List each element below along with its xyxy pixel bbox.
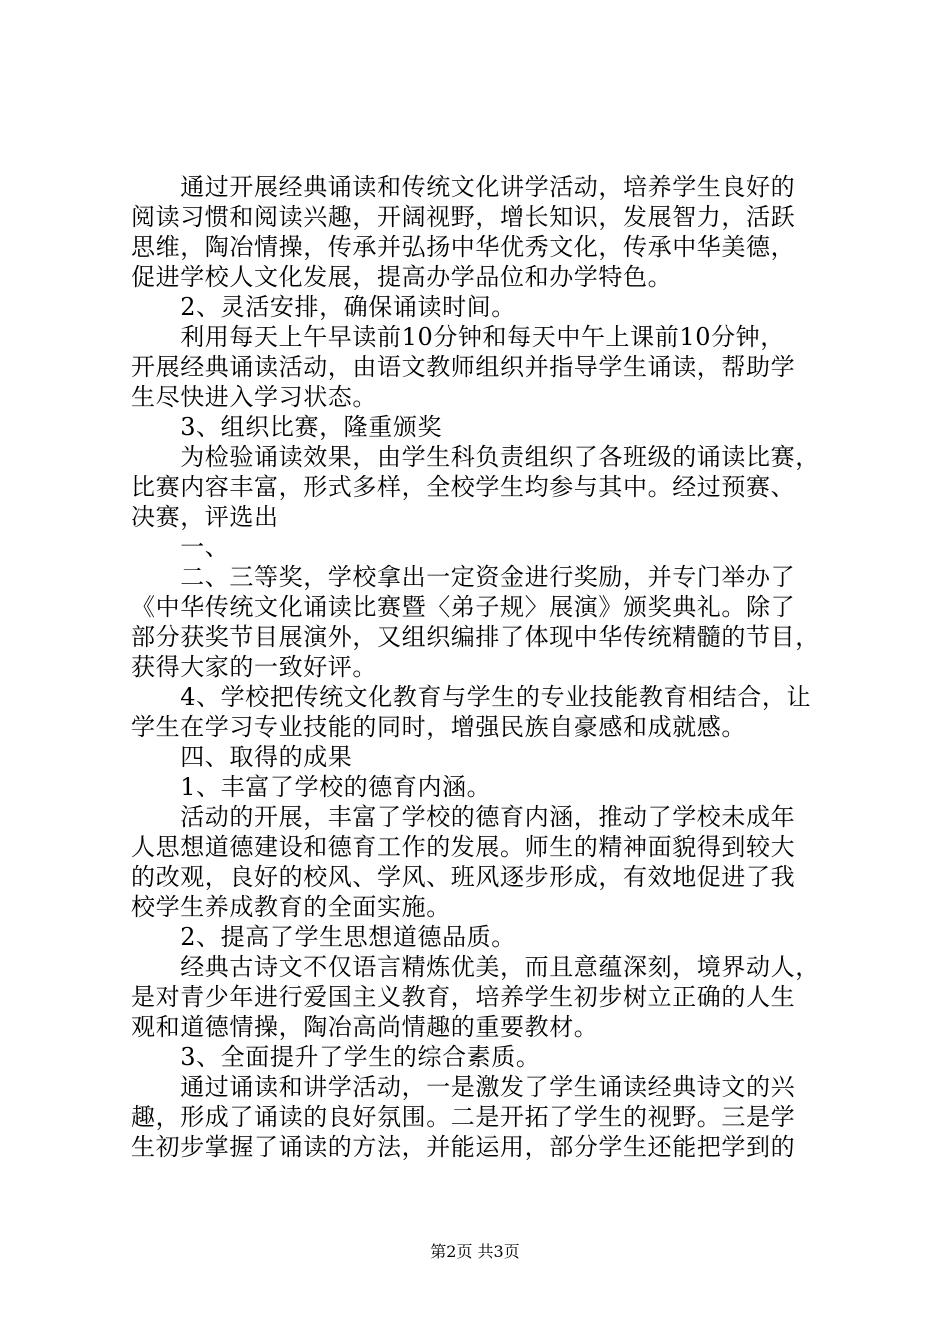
section-heading: 3、组织比赛，隆重颁奖	[131, 413, 443, 441]
text-line: 利用每天上午早读前10分钟和每天中午上课前10分钟，	[131, 323, 785, 351]
text-line: 趣，形成了诵读的良好氛围。二是开拓了学生的视野。三是学	[131, 1103, 796, 1131]
text-line: 经典古诗文不仅语言精炼优美，而且意蕴深刻，境界动人，	[131, 953, 820, 981]
text-line: 活动的开展，丰富了学校的德育内涵，推动了学校未成年	[131, 803, 796, 831]
text-line: 生尽快进入学习状态。	[131, 383, 377, 411]
text-line: 《中华传统文化诵读比赛暨〈弟子规〉展演》颁奖典礼。除了	[131, 593, 796, 621]
text-line: 为检验诵读效果，由学生科负责组织了各班级的诵读比赛，	[131, 443, 820, 471]
text-line: 获得大家的一致好评。	[131, 653, 377, 681]
text-line: 一、	[131, 533, 230, 561]
text-line: 校学生养成教育的全面实施。	[131, 893, 451, 921]
text-line: 思维，陶冶情操，传承并弘扬中华优秀文化，传承中华美德，	[131, 233, 796, 261]
document-body	[131, 172, 831, 1162]
text-line: 学生在学习专业技能的同时，增强民族自豪感和成就感。	[131, 713, 746, 741]
section-heading: 四、取得的成果	[131, 743, 353, 771]
text-line: 阅读习惯和阅读兴趣，开阔视野，增长知识，发展智力，活跃	[131, 203, 796, 231]
text-line: 二、三等奖，学校拿出一定资金进行奖励，并专门举办了	[131, 563, 796, 591]
section-heading: 2、灵活安排，确保诵读时间。	[131, 293, 516, 321]
text-line: 开展经典诵读活动，由语文教师组织并指导学生诵读，帮助学	[131, 353, 796, 381]
section-heading: 1、丰富了学校的德育内涵。	[131, 773, 492, 801]
text-line: 促进学校人文化发展，提高办学品位和办学特色。	[131, 263, 673, 291]
section-heading: 4、学校把传统文化教育与学生的专业技能教育相结合，让	[131, 683, 812, 711]
text-line: 人思想道德建设和德育工作的发展。师生的精神面貌得到较大	[131, 833, 796, 861]
text-line: 通过诵读和讲学活动，一是激发了学生诵读经典诗文的兴	[131, 1073, 796, 1101]
text-line: 部分获奖节目展演外，又组织编排了体现中华传统精髓的节目，	[131, 623, 820, 651]
text-line: 是对青少年进行爱国主义教育，培养学生初步树立正确的人生	[131, 983, 796, 1011]
text-line: 决赛，评选出	[131, 503, 279, 531]
section-heading: 2、提高了学生思想道德品质。	[131, 923, 516, 951]
page-number-footer: 第2页 共3页	[430, 1242, 520, 1261]
text-line: 比赛内容丰富，形式多样，全校学生均参与其中。经过预赛、	[131, 473, 796, 501]
text-line: 生初步掌握了诵读的方法，并能运用，部分学生还能把学到的	[131, 1133, 796, 1161]
text-line: 观和道德情操，陶冶高尚情趣的重要教材。	[131, 1013, 599, 1041]
text-line: 通过开展经典诵读和传统文化讲学活动，培养学生良好的	[131, 173, 796, 201]
section-heading: 3、全面提升了学生的综合素质。	[131, 1043, 541, 1071]
text-line: 的改观，良好的校风、学风、班风逐步形成，有效地促进了我	[131, 863, 796, 891]
